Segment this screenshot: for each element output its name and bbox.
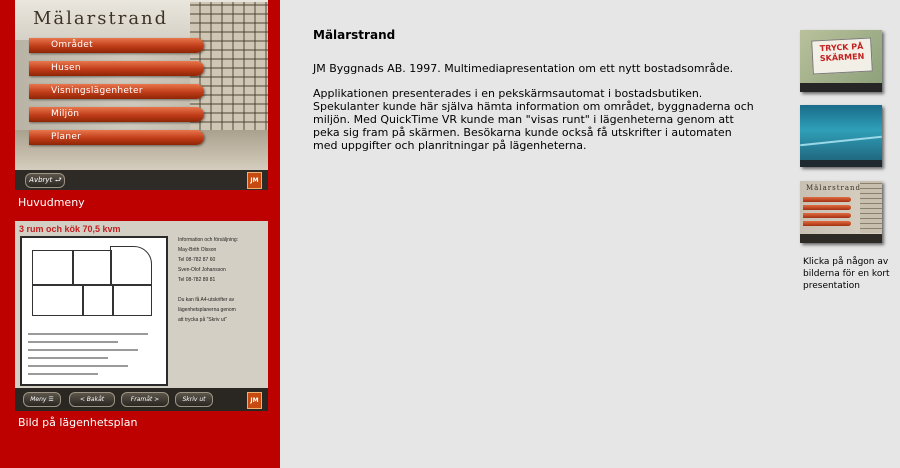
bridge-illustration (800, 136, 882, 147)
thumbnail-menu-bar (803, 205, 851, 210)
thumbnail-strip (800, 160, 882, 167)
plan-title: 3 rum och kök 70,5 kvm (19, 224, 121, 234)
info-line: lägenhetsplanerna genom (178, 307, 236, 313)
plan-toolbar (15, 388, 268, 411)
caption-main-menu: Huvudmeny (18, 196, 85, 209)
plan-room (32, 284, 84, 316)
page-title: Mälarstrand (313, 28, 396, 42)
info-line: att trycka på "Skriv ut" (178, 317, 227, 323)
thumbnail-menu-bar (803, 213, 851, 218)
plan-room (32, 250, 74, 286)
kiosk-brand: Mälarstrand (33, 8, 169, 29)
menu-item-visningslagenheter: Visningslägenheter (29, 84, 204, 99)
info-line: Du kan få A4-utskrifter av (178, 297, 235, 303)
touch-screen-card: TRYCK PÅ SKÄRMEN (811, 37, 873, 74)
thumbnail-strip (800, 234, 882, 243)
kiosk-toolbar (15, 170, 268, 190)
plan-room (110, 246, 152, 286)
menu-item-miljon: Miljön (29, 107, 204, 122)
plan-legend-line (28, 373, 98, 375)
plan-room (82, 284, 114, 316)
plan-info-text (178, 235, 264, 325)
cancel-button: Avbryt ⮐ (25, 173, 65, 188)
caption-floor-plan: Bild på lägenhetsplan (18, 416, 138, 429)
main-content (313, 28, 763, 152)
info-line: Tel 08-782 87 60 (178, 257, 216, 263)
main-menu-image (15, 0, 268, 190)
thumbnail-touch-screen[interactable] (800, 30, 882, 92)
info-line: May-Brith Olsson (178, 247, 217, 253)
plan-legend-line (28, 357, 108, 359)
jm-logo-icon: JM (247, 392, 262, 409)
description-text: Applikationen presenterades i en pekskärmsautomat i bostadsbutiken. Spekulanter kunde här själva hämta information om området, byggnaderna och miljön. Med QuickTime VR kunde man "visas runt" i lägenheterna genom att peka sig fram på skärmen. Besökarna kunde också få utskrifter i automaten med uppgifter och planritningar på lägenheterna. (313, 87, 754, 152)
menu-item-husen: Husen (29, 61, 204, 76)
print-button: Skriv ut (175, 392, 213, 407)
floor-plan-image (15, 221, 268, 411)
thumbnail-strip (800, 83, 882, 92)
plan-legend-line (28, 349, 138, 351)
plan-room (72, 250, 112, 286)
plan-room (112, 284, 152, 316)
thumbnail-menu-bar (803, 197, 851, 202)
floor-plan-drawing (20, 236, 168, 386)
jm-logo-icon: JM (247, 172, 262, 189)
building-illustration (860, 181, 882, 233)
thumbnail-caption: Klicka på någon av bilderna för en kort presentation (803, 257, 890, 291)
thumbnail-title: Mälarstrand (806, 184, 862, 192)
info-line: Information och försäljning: (178, 237, 239, 243)
intro-text: JM Byggnads AB. 1997. Multimediapresentation om ett nytt bostadsområde. (313, 62, 734, 75)
info-line (178, 285, 264, 295)
sidebar (0, 0, 280, 468)
thumbnail-bridge[interactable] (800, 105, 882, 167)
info-line: Tel 08-782 89 81 (178, 277, 216, 283)
plan-legend-line (28, 333, 148, 335)
menu-item-planer: Planer (29, 130, 204, 145)
thumbnail-malarstrand[interactable] (800, 181, 882, 243)
plan-legend-line (28, 365, 128, 367)
menu-item-omradet: Området (29, 38, 204, 53)
back-button: < Bakåt (69, 392, 115, 407)
forward-button: Framåt > (121, 392, 169, 407)
menu-button: Meny ☰ (23, 392, 61, 407)
plan-legend-line (28, 341, 118, 343)
thumbnail-menu-bar (803, 221, 851, 226)
info-line: Sven-Olof Johansson (178, 267, 226, 273)
